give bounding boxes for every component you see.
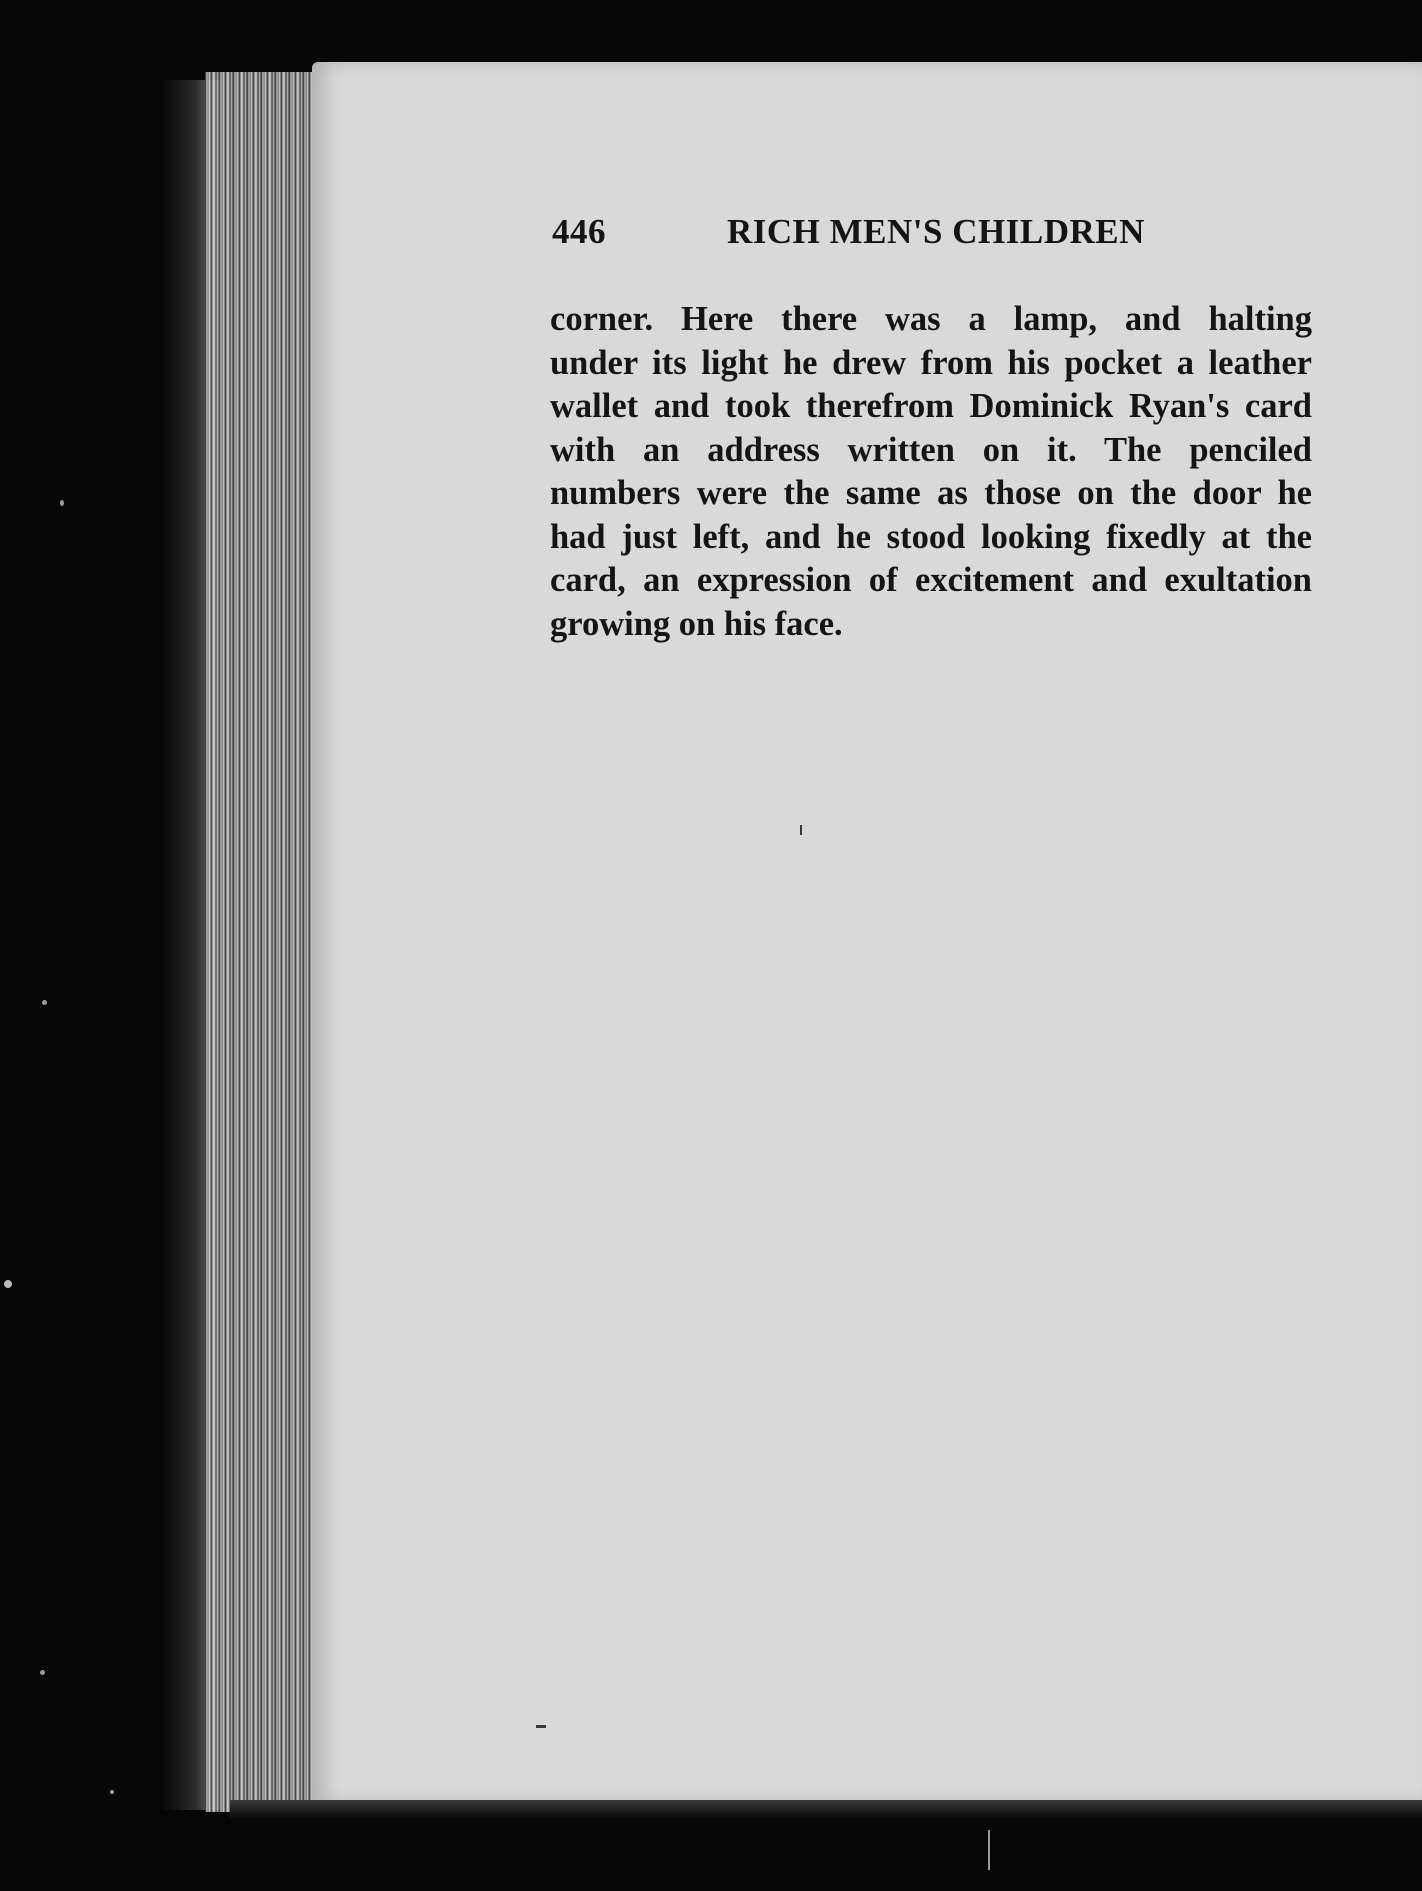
scan-artifact xyxy=(800,825,802,835)
running-head xyxy=(552,212,1192,272)
book-bottom-edge xyxy=(230,1800,1422,1818)
text-line: had just left, and he stood looking fixedly at the xyxy=(550,517,1312,556)
text-line: numbers were the same as those on the door he xyxy=(550,474,1312,512)
page-number: 446 xyxy=(552,212,606,251)
text-line: growing on his face. xyxy=(550,604,843,643)
scan-speck xyxy=(42,1000,47,1005)
scan-speck xyxy=(40,1670,45,1675)
body-paragraph xyxy=(550,298,1312,646)
stacked-page-edges xyxy=(205,72,315,1812)
scan-speck xyxy=(110,1790,114,1794)
text-line: with an address written on it. The penciled xyxy=(550,430,1312,469)
scan-speck xyxy=(4,1280,12,1288)
text-line: card, an expression of excitement and exultation xyxy=(550,561,1312,599)
scan-speck xyxy=(60,500,64,506)
text-line: wallet and took therefrom Dominick Ryan's card xyxy=(550,387,1312,425)
scan-artifact xyxy=(536,1725,546,1728)
scan-artifact xyxy=(988,1830,990,1870)
text-line: under its light he drew from his pocket a leather xyxy=(550,343,1312,382)
text-line: corner. Here there was a lamp, and halting xyxy=(550,300,1312,338)
running-title: RICH MEN'S CHILDREN xyxy=(727,212,1145,251)
